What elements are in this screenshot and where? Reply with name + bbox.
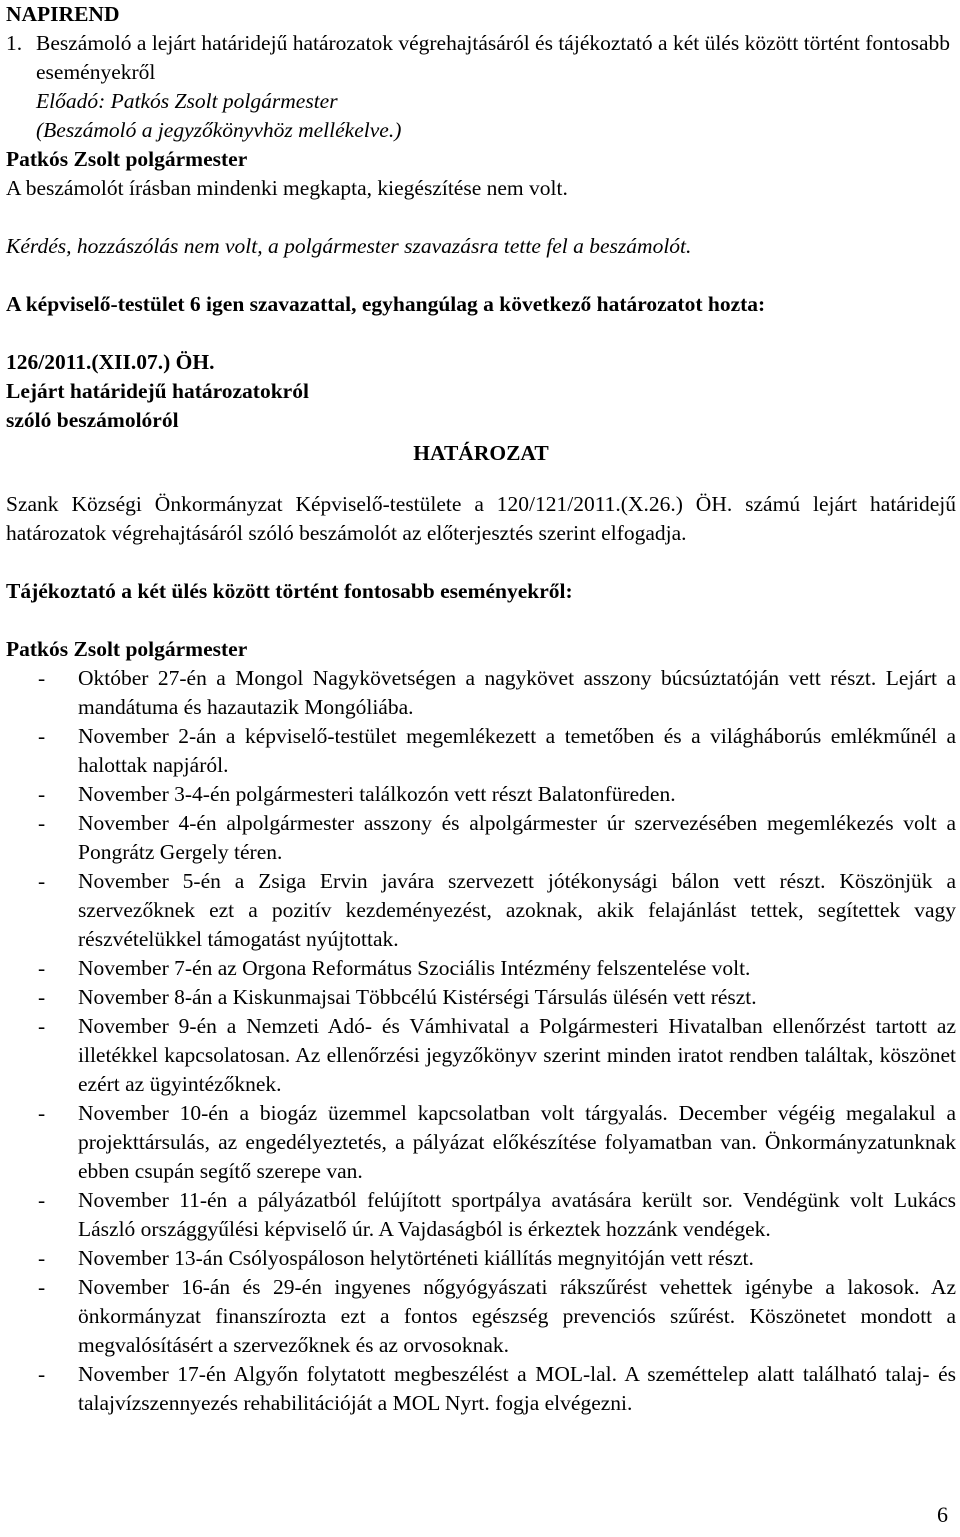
- event-text: November 3-4-én polgármesteri találkozón vett részt Balatonfüreden.: [78, 782, 676, 806]
- list-item: [6, 664, 956, 722]
- resolution-body: Szank Községi Önkormányzat Képviselő-testülete a 120/121/2011.(X.26.) ÖH. számú lejárt határidejű határozatok végrehajtásáról szóló beszámolót az előterjesztés szerint elfogadja.: [6, 492, 956, 545]
- dash-marker: -: [38, 869, 46, 893]
- resolution-subject-line-2: szóló beszámolóról: [6, 408, 179, 432]
- info-heading: Tájékoztató a két ülés között történt fontosabb eseményekről:: [6, 579, 573, 603]
- dash-marker: -: [38, 724, 46, 748]
- resolution-number: 126/2011.(XII.07.) ÖH.: [6, 350, 215, 374]
- event-text: November 16-án és 29-én ingyenes nőgyógyászati rákszűrést vehettek igénybe a lakosok. Az önkormányzat finanszírozta ezt a fontos egészség prevenciós szűrést. Köszönetet mondott a megvalósításért a szervezőknek és az orvosoknak.: [78, 1275, 956, 1357]
- event-text: November 8-án a Kiskunmajsai Többcélú Kistérségi Társulás ülésén vett részt.: [78, 985, 757, 1009]
- speaker-name: Patkós Zsolt polgármester: [6, 637, 248, 661]
- vote-statement: A képviselő-testület 6 igen szavazattal, egyhangúlag a következő határozatot hozta:: [6, 292, 766, 316]
- event-text: November 5-én a Zsiga Ervin javára szervezett jótékonysági bálon vett részt. Köszönjük a szervezőknek ezt a pozitív kezdeményezést, azoknak, akik felajánlást tettek, segítettek vagy részvételükkel támogatást nyújtottak.: [78, 869, 956, 951]
- list-item: [6, 722, 956, 780]
- dash-marker: -: [38, 811, 46, 835]
- list-item: [6, 1012, 956, 1099]
- dash-marker: -: [38, 666, 46, 690]
- event-text: November 13-án Csólyospáloson helytörténeti kiállítás megnyitóján vett részt.: [78, 1246, 754, 1270]
- dash-marker: -: [38, 956, 46, 980]
- dash-marker: -: [38, 1362, 46, 1386]
- dash-marker: -: [38, 1275, 46, 1299]
- events-list: [6, 664, 956, 1418]
- list-item: [6, 1099, 956, 1186]
- resolution-heading: HATÁROZAT: [413, 441, 549, 465]
- list-item: [6, 867, 956, 954]
- list-item: [6, 809, 956, 867]
- agenda-item-title: Beszámoló a lejárt határidejű határozatok végrehajtásáról és tájékoztató a két ülés között történt fontosabb eseményekről: [36, 31, 950, 84]
- list-item: [6, 1186, 956, 1244]
- list-item: [6, 1273, 956, 1360]
- event-text: November 7-én az Orgona Református Szociális Intézmény felszentelése volt.: [78, 956, 751, 980]
- dash-marker: -: [38, 985, 46, 1009]
- event-text: November 10-én a biogáz üzemmel kapcsolatban volt tárgyalás. December végéig megalakul a projekttársulás, az engedélyeztetés, a pályázat előkészítése folyamatban van. Önkormányzatunknak ebben csupán segítő szerepe van.: [78, 1101, 956, 1183]
- questions-note: Kérdés, hozzászólás nem volt, a polgármester szavazásra tette fel a beszámolót.: [6, 234, 692, 258]
- speaker-statement: A beszámolót írásban mindenki megkapta, kiegészítése nem volt.: [6, 176, 568, 200]
- agenda-item-attachment-note: (Beszámoló a jegyzőkönyvhöz mellékelve.): [36, 118, 402, 142]
- resolution-subject-line-1: Lejárt határidejű határozatokról: [6, 379, 309, 403]
- dash-marker: -: [38, 1101, 46, 1125]
- event-text: November 17-én Algyőn folytatott megbeszélést a MOL-lal. A szeméttelep alatt található talaj- és talajvízszennyezés rehabilitációját a MOL Nyrt. fogja elvégezni.: [78, 1362, 956, 1415]
- dash-marker: -: [38, 1188, 46, 1212]
- event-text: Október 27-én a Mongol Nagykövetségen a nagykövet asszony búcsúztatóján vett részt. Lejárt a mandátuma és hazautazik Mongóliába.: [78, 666, 956, 719]
- event-text: November 2-án a képviselő-testület megemlékezett a temetőben és a világháborús emlékműnél a halottak napjáról.: [78, 724, 956, 777]
- agenda-item: [6, 29, 956, 87]
- event-text: November 4-én alpolgármester asszony és alpolgármester úr szervezésében megemlékezés volt a Pongrátz Gergely téren.: [78, 811, 956, 864]
- agenda-item-presenter: Előadó: Patkós Zsolt polgármester: [36, 89, 338, 113]
- dash-marker: -: [38, 782, 46, 806]
- list-item: [6, 1244, 956, 1273]
- page-number: 6: [937, 1502, 948, 1527]
- list-item: [6, 954, 956, 983]
- dash-marker: -: [38, 1246, 46, 1270]
- list-item: [6, 780, 956, 809]
- dash-marker: -: [38, 1014, 46, 1038]
- event-text: November 9-én a Nemzeti Adó- és Vámhivatal a Polgármesteri Hivatalban ellenőrzést tartott az illetékkel kapcsolatosan. Az ellenőrzési jegyzőkönyv szerint minden iratot rendben találtak, köszönet ezért az ügyintézőknek.: [78, 1014, 956, 1096]
- agenda-item-number: 1.: [6, 31, 23, 55]
- agenda-heading: NAPIREND: [6, 2, 120, 26]
- document-page: [6, 0, 956, 1418]
- event-text: November 11-én a pályázatból felújított sportpálya avatására került sor. Vendégünk volt Lukács László országgyűlési képviselő úr. A Vajdaságból is érkeztek hozzánk vendégek.: [78, 1188, 956, 1241]
- list-item: [6, 1360, 956, 1418]
- list-item: [6, 983, 956, 1012]
- speaker-name: Patkós Zsolt polgármester: [6, 147, 248, 171]
